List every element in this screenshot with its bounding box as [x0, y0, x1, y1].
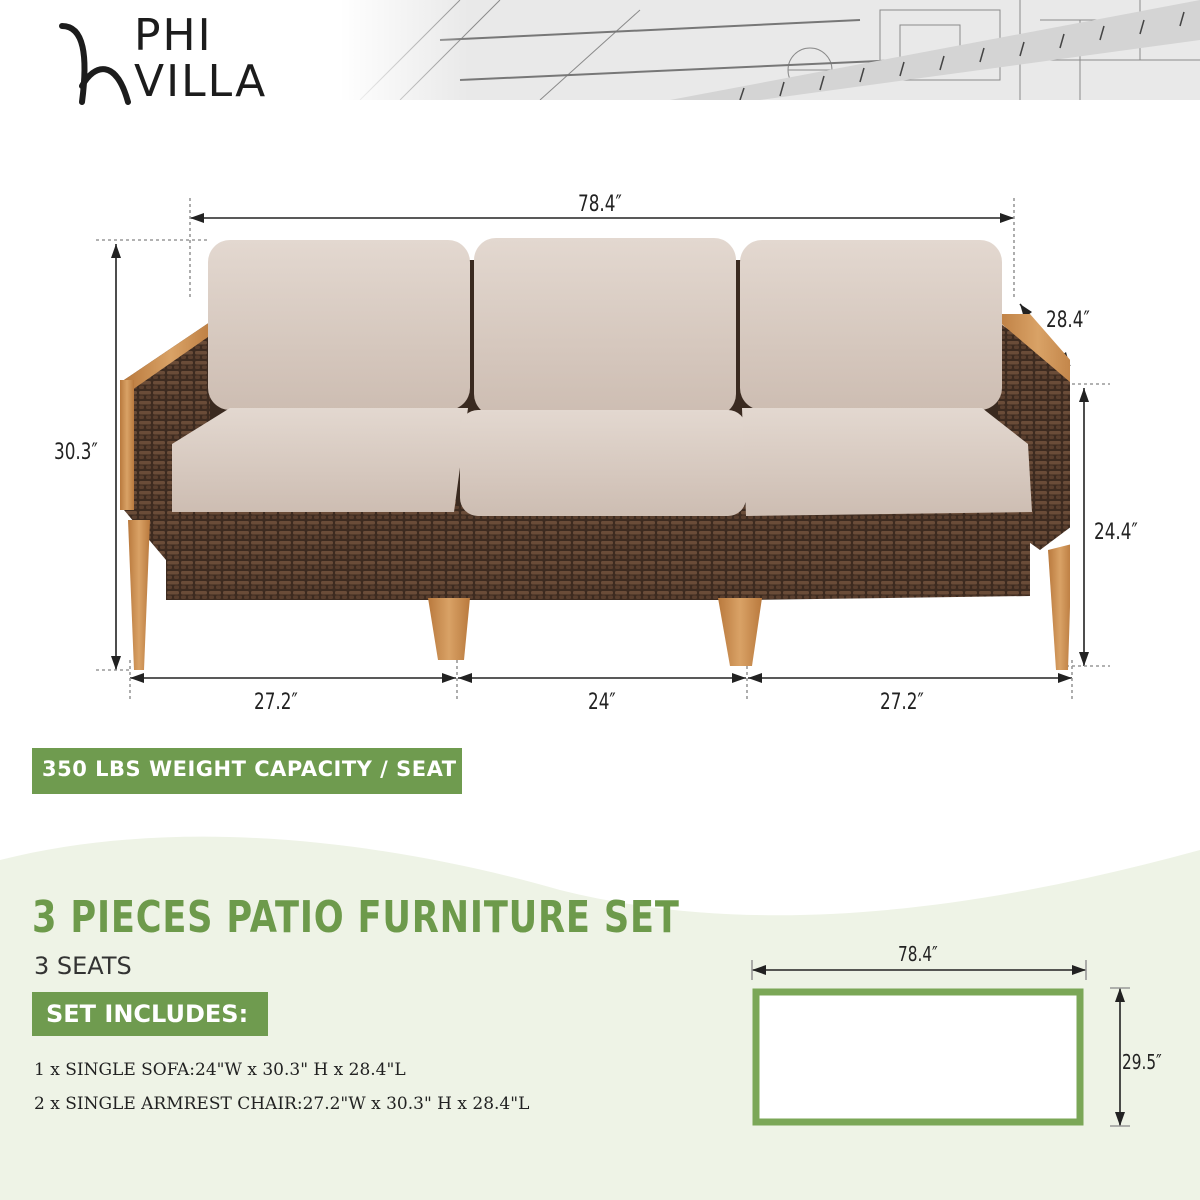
weight-capacity-badge [32, 748, 462, 794]
footprint-depth-label: 29.5″ [1122, 1050, 1162, 1074]
total-width-label: 78.4″ [578, 192, 622, 217]
height-label: 30.3″ [54, 440, 98, 465]
footprint-diagram [740, 950, 1180, 1140]
product-title: 3 PIECES PATIO FURNITURE SET [32, 892, 680, 943]
right-seat-width-label: 27.2″ [880, 690, 924, 715]
set-includes-badge [32, 992, 268, 1036]
weight-capacity-text: 350 LBS WEIGHT CAPACITY / SEAT [42, 757, 457, 781]
brand-name-line1: PHI [134, 10, 213, 61]
footprint-width-label: 78.4″ [898, 942, 938, 966]
sofa-illustration [110, 230, 1070, 680]
brand-name-line2: VILLA [134, 56, 268, 107]
depth-label: 28.4″ [1046, 308, 1090, 333]
arm-height-label: 24.4″ [1094, 520, 1138, 545]
set-item-sofa: 1 x SINGLE SOFA:24"W x 30.3" H x 28.4"L [34, 1060, 406, 1080]
product-subtitle: 3 SEATS [34, 952, 132, 980]
set-item-armrest-chair: 2 x SINGLE ARMREST CHAIR:27.2"W x 30.3" H x 28.4"L [34, 1094, 530, 1114]
left-seat-width-label: 27.2″ [254, 690, 298, 715]
set-includes-label: SET INCLUDES: [46, 1000, 249, 1028]
middle-seat-width-label: 24″ [588, 690, 616, 715]
